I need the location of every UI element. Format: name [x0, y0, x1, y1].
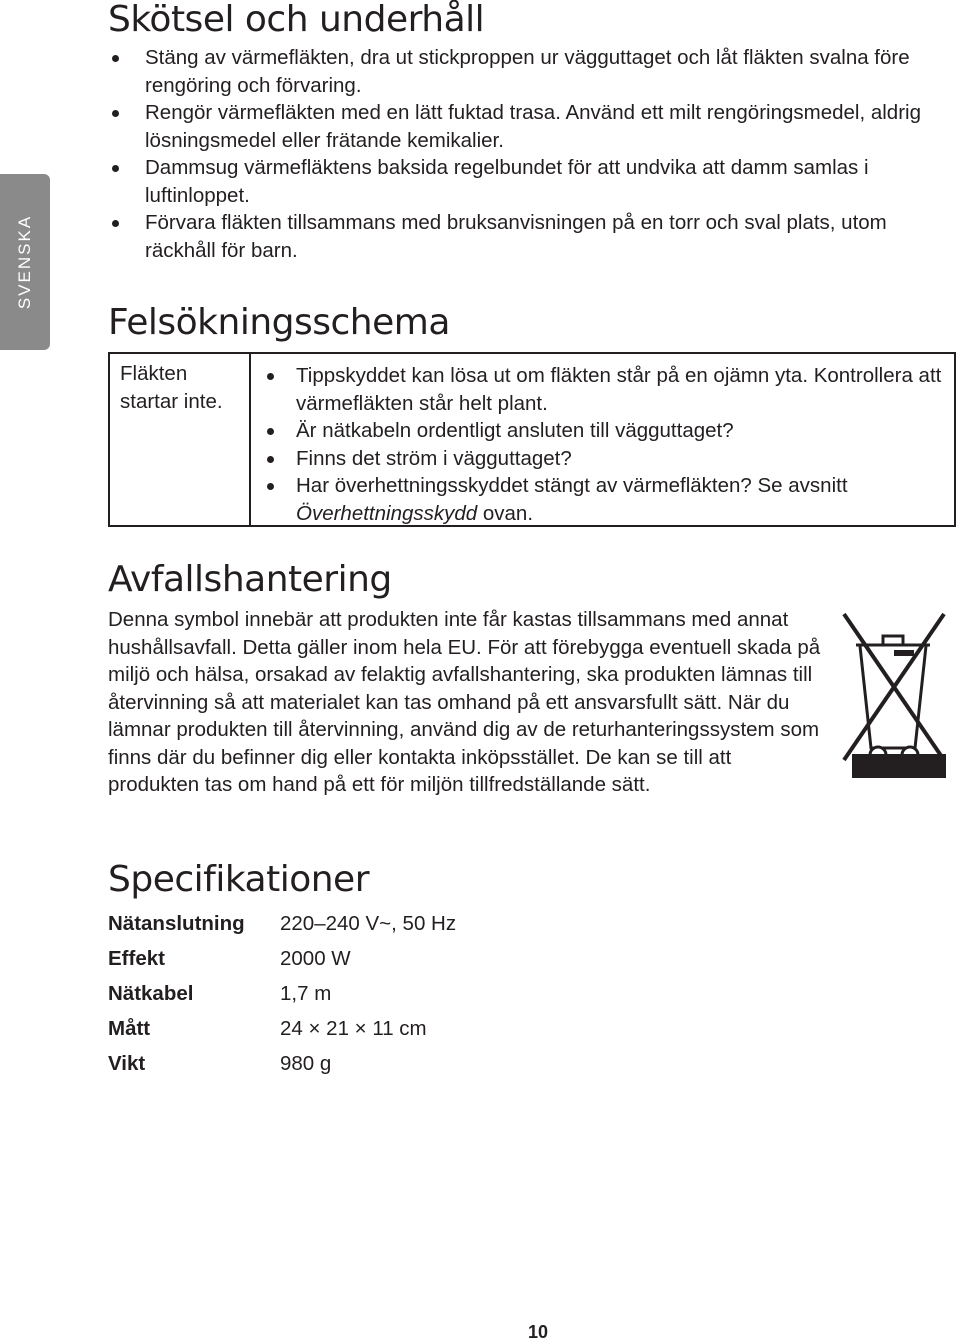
care-heading: Skötsel och underhåll	[108, 0, 485, 40]
care-list	[108, 44, 928, 264]
care-item: Förvara fläkten tillsammans med bruksanvisningen på en torr och sval plats, utom räckhåll för barn.	[108, 209, 928, 264]
cause-item	[263, 472, 943, 527]
care-item: Stäng av värmefläkten, dra ut stickproppen ur vägguttaget och låt fläkten svalna före rengöring och förvaring.	[108, 44, 928, 99]
spec-row	[108, 976, 456, 1011]
spec-value: 220–240 V~, 50 Hz	[280, 911, 457, 935]
spec-row	[108, 1011, 456, 1046]
problem-cell	[110, 354, 251, 525]
cause-item: Tippskyddet kan lösa ut om fläkten står på en ojämn yta. Kontrollera att värmefläkten står helt plant.	[263, 362, 943, 417]
spec-label: Nätanslutning	[108, 911, 245, 935]
problem-line: startar inte.	[120, 389, 223, 413]
page-number: 10	[527, 1322, 549, 1342]
cause-item: Finns det ström i vägguttaget?	[263, 445, 943, 473]
spec-label: Nätkabel	[108, 981, 194, 1005]
troubleshooting-table	[108, 352, 956, 527]
spec-value: 980 g	[280, 1051, 332, 1075]
language-tab	[0, 174, 50, 350]
cause-text: Har överhettningsskyddet stängt av värmefläkten? Se avsnitt	[296, 474, 848, 497]
spec-label: Mått	[108, 1016, 151, 1040]
spec-row	[108, 906, 456, 941]
spec-value: 1,7 m	[280, 981, 332, 1005]
spec-value: 2000 W	[280, 946, 351, 970]
spec-value: 24 × 21 × 11 cm	[280, 1016, 427, 1040]
causes-cell	[251, 354, 954, 525]
spec-label: Effekt	[108, 946, 165, 970]
disposal-heading: Avfallshantering	[108, 559, 392, 600]
cause-item: Är nätkabeln ordentligt ansluten till vägguttaget?	[263, 417, 943, 445]
cause-section-reference: Överhettningsskydd	[296, 501, 478, 525]
specifications-heading: Specifikationer	[108, 859, 370, 900]
care-item: Dammsug värmefläktens baksida regelbundet för att undvika att damm samlas i luftinloppet.	[108, 154, 928, 209]
care-item: Rengör värmefläkten med en lätt fuktad trasa. Använd ett milt rengöringsmedel, aldrig lösningsmedel eller frätande kemikalier.	[108, 99, 928, 154]
weee-crossed-bin-icon	[838, 610, 950, 780]
spec-label: Vikt	[108, 1051, 146, 1075]
disposal-text: Denna symbol innebär att produkten inte får kastas tillsammans med annat hushållsavfall. Detta gäller inom hela EU. För att förebygga eventuell skada på miljö och hälsa, orsakad av felaktig avfallshantering, ska produkten lämnas till återvinning så att materialet kan tas omhand på ett ansvarsfullt sätt. När du lämnar produkten till återvinning, använd dig av de returhanteringssystem som finns där du befinner dig eller kontakta inköpsstället. De kan se till att produkten tas om hand på ett för miljön tillfredställande sätt.	[108, 608, 821, 796]
causes-list	[263, 362, 943, 527]
troubleshooting-heading: Felsökningsschema	[108, 302, 450, 343]
problem-line: Fläkten	[120, 362, 188, 385]
spec-row	[108, 941, 456, 976]
spec-row	[108, 1046, 456, 1081]
specifications-table	[108, 906, 456, 1081]
cause-text-end: ovan.	[477, 501, 534, 525]
language-tab-label: SVENSKA	[15, 214, 34, 310]
